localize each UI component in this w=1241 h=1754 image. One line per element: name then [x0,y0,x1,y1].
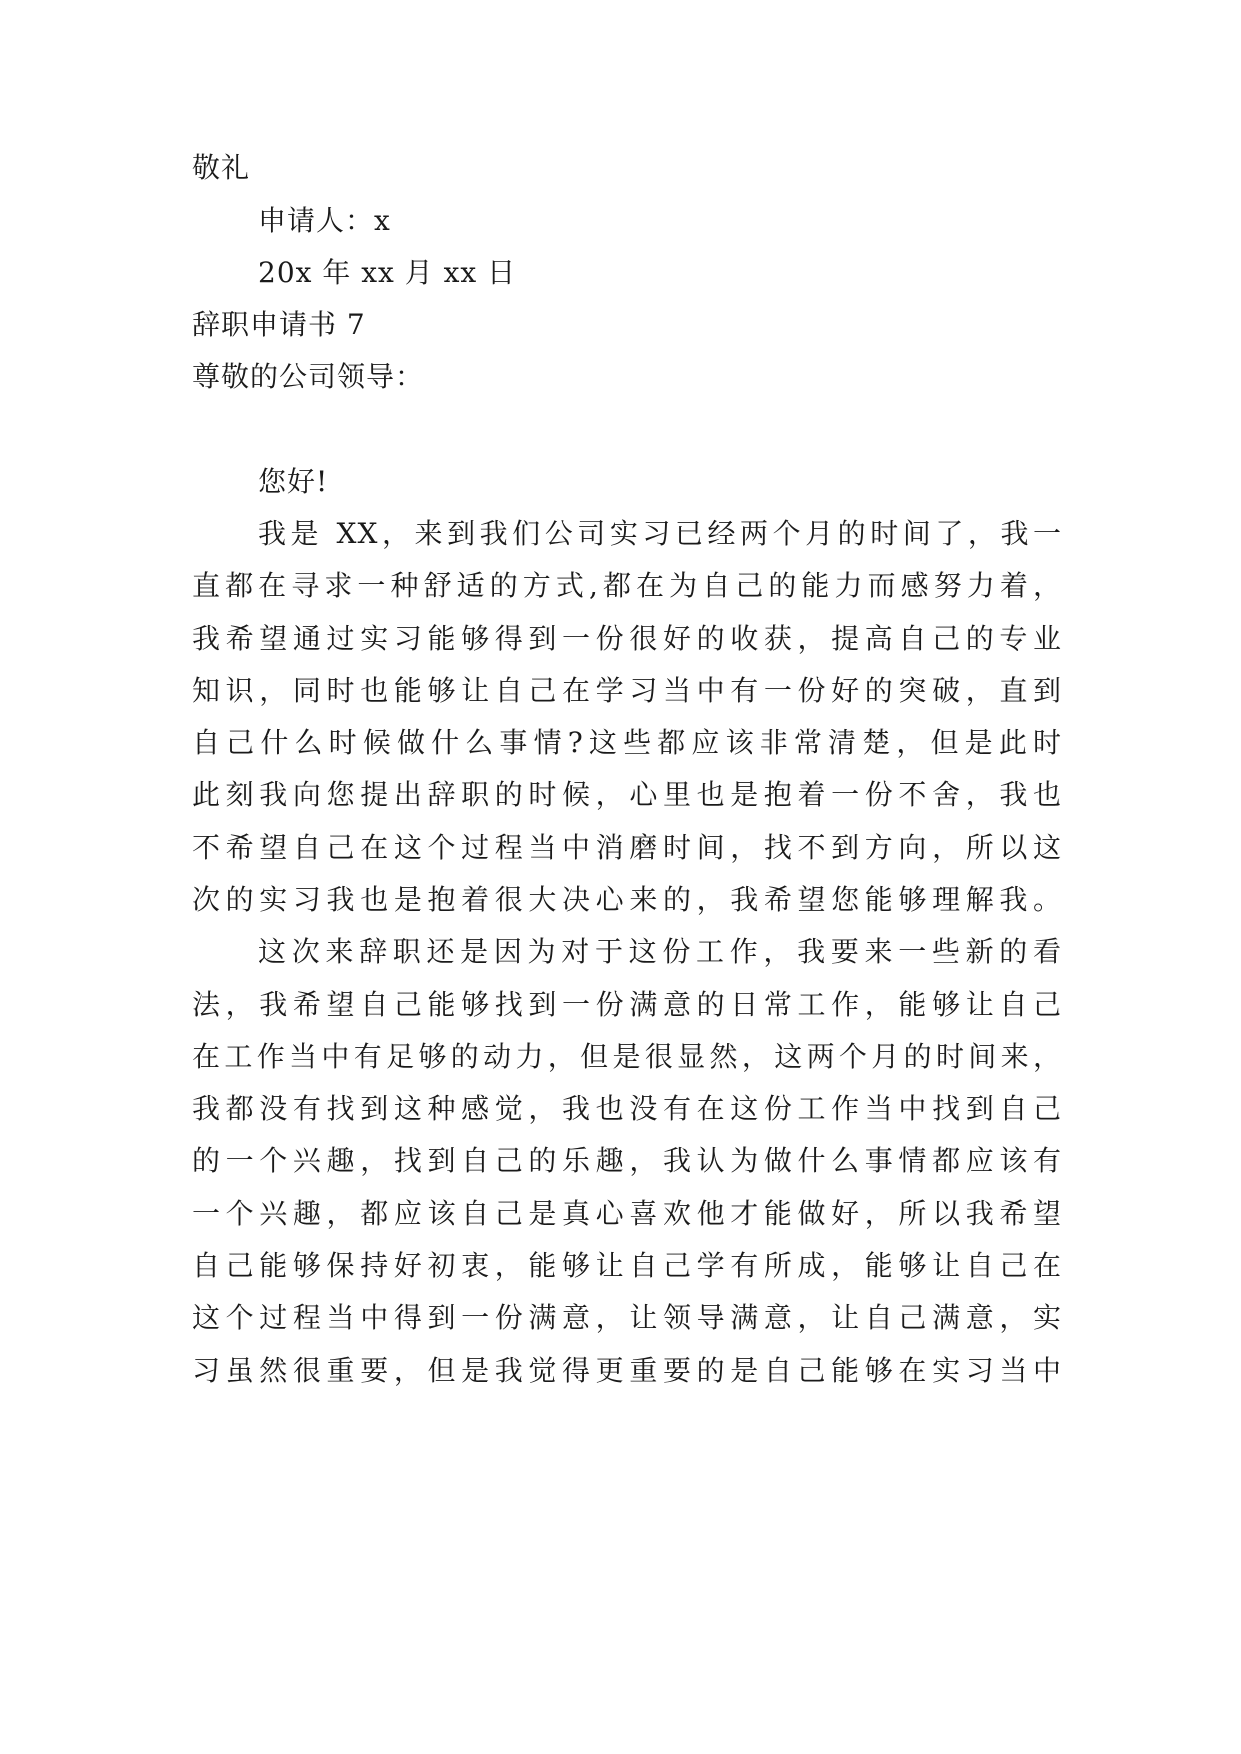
paragraph1-line-4: 知识，同时也能够让自己在学习当中有一份好的突破，直到 [192,674,1062,707]
paragraph2-line-8: 这个过程当中得到一份满意，让领导满意，让自己满意，实 [192,1301,1062,1334]
paragraph1-line-3: 我希望通过实习能够得到一份很好的收获，提高自己的专业 [192,622,1062,655]
paragraph2-line-1: 这次来辞职还是因为对于这份工作，我要来一些新的看 [258,935,1062,968]
paragraph2-line-2: 法，我希望自己能够找到一份满意的日常工作，能够让自己 [192,988,1062,1021]
paragraph1-line-2: 直都在寻求一种舒适的方式,都在为自己的能力而感努力着， [192,569,1062,602]
paragraph2-line-4: 我都没有找到这种感觉，我也没有在这份工作当中找到自己 [192,1092,1062,1125]
paragraph2-line-7: 自己能够保持好初衷，能够让自己学有所成，能够让自己在 [192,1249,1062,1282]
letter-title: 辞职申请书 7 [192,308,366,341]
paragraph2-line-6: 一个兴趣，都应该自己是真心喜欢他才能做好，所以我希望 [192,1197,1062,1230]
closing-salute: 敬礼 [192,151,251,184]
addressee-line: 尊敬的公司领导： [192,360,425,393]
paragraph1-line-1: 我是 XX，来到我们公司实习已经两个月的时间了，我一 [258,517,1062,550]
paragraph1-line-6: 此刻我向您提出辞职的时候，心里也是抱着一份不舍，我也 [192,778,1062,811]
paragraph1-line-7: 不希望自己在这个过程当中消磨时间，找不到方向，所以这 [192,831,1062,864]
paragraph2-line-5: 的一个兴趣，找到自己的乐趣，我认为做什么事情都应该有 [192,1144,1062,1177]
applicant-line: 申请人：x [258,204,391,237]
paragraph2-line-9: 习虽然很重要，但是我觉得更重要的是自己能够在实习当中 [192,1354,1062,1387]
paragraph2-line-3: 在工作当中有足够的动力，但是很显然，这两个月的时间来， [192,1040,1062,1073]
paragraph1-line-5: 自己什么时候做什么事情?这些都应该非常清楚，但是此时 [192,726,1062,759]
paragraph1-line-8: 次的实习我也是抱着很大决心来的，我希望您能够理解我。 [192,883,1062,916]
greeting-line: 您好! [258,465,329,498]
date-line: 20x 年 xx 月 xx 日 [258,256,517,289]
